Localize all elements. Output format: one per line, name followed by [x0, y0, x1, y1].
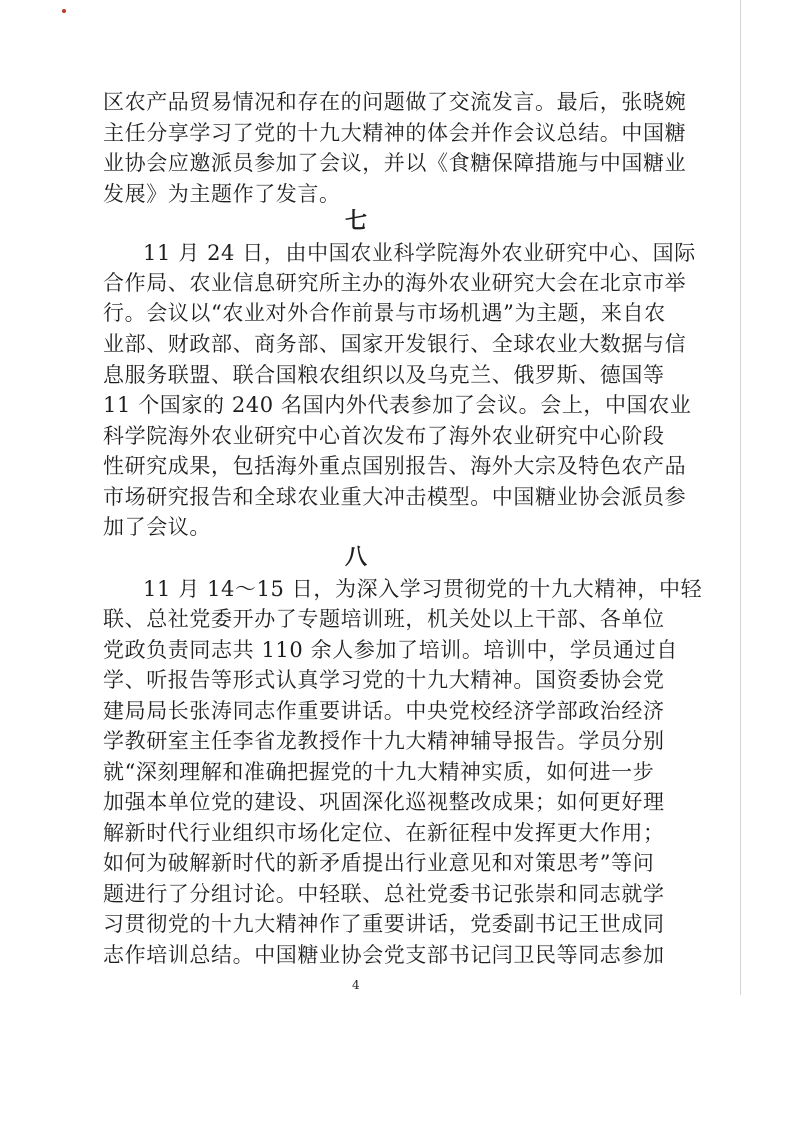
paragraph-1-line-1: 区农产品贸易情况和存在的问题做了交流发言。最后，张晓婉: [103, 90, 687, 114]
section-heading-8: 八: [345, 544, 368, 570]
paragraph-3-line-2: 联、总社党委开办了专题培训班，机关处以上干部、各单位: [103, 607, 665, 631]
paragraph-3-line-8: 加强本单位党的建设、巩固深化巡视整改成果；如何更好理: [103, 790, 665, 814]
paragraph-3-line-4: 学、听报告等形式认真学习党的十九大精神。国资委协会党: [103, 668, 665, 692]
paragraph-3-line-9: 解新时代行业组织市场化定位、在新征程中发挥更大作用；: [103, 821, 665, 845]
paragraph-2-line-2: 合作局、农业信息研究所主办的海外农业研究大会在北京市举: [103, 271, 687, 295]
paragraph-3-line-3: 党政负责同志共 110 余人参加了培训。培训中，学员通过自: [103, 638, 678, 662]
page-number: 4: [352, 978, 360, 992]
paragraph-3-line-13: 志作培训总结。中国糖业协会党支部书记闫卫民等同志参加: [103, 943, 665, 967]
paragraph-2-line-7: 科学院海外农业研究中心首次发布了海外农业研究中心阶段: [103, 424, 665, 448]
paragraph-3-line-5: 建局局长张涛同志作重要讲话。中央党校经济学部政治经济: [103, 699, 665, 723]
paragraph-2-line-5: 息服务联盟、联合国粮农组织以及乌克兰、俄罗斯、德国等: [103, 363, 665, 387]
paragraph-3-line-6: 学教研室主任李省龙教授作十九大精神辅导报告。学员分别: [103, 729, 665, 753]
section-heading-7: 七: [345, 208, 368, 234]
paragraph-1-line-2: 主任分享学习了党的十九大精神的体会并作会议总结。中国糖: [103, 121, 687, 145]
page-edge-divider: [740, 0, 741, 995]
paragraph-3-line-10: 如何为破解新时代的新矛盾提出行业意见和对策思考”等问: [103, 851, 655, 875]
paragraph-3-line-12: 习贯彻党的十九大精神作了重要讲话，党委副书记王世成同: [103, 912, 665, 936]
paragraph-2-line-1: 11 月 24 日，由中国农业科学院海外农业研究中心、国际: [143, 241, 696, 265]
paragraph-2-line-3: 行。会议以“农业对外合作前景与市场机遇”为主题，来自农: [103, 301, 666, 325]
paragraph-3-line-7: 就“深刻理解和准确把握党的十九大精神实质，如何进一步: [103, 760, 655, 784]
paragraph-2-line-6: 11 个国家的 240 名国内外代表参加了会议。会上，中国农业: [103, 393, 692, 417]
paragraph-3-line-11: 题进行了分组讨论。中轻联、总社党委书记张崇和同志就学: [103, 882, 665, 906]
ink-mark: [62, 9, 66, 13]
paragraph-3-line-1: 11 月 14～15 日，为深入学习贯彻党的十九大精神，中轻: [143, 577, 703, 601]
paragraph-1-line-4: 发展》为主题作了发言。: [103, 182, 341, 206]
paragraph-1-line-3: 业协会应邀派员参加了会议，并以《食糖保障措施与中国糖业: [103, 151, 687, 175]
paragraph-2-line-4: 业部、财政部、商务部、国家开发银行、全球农业大数据与信: [103, 332, 687, 356]
paragraph-2-line-10: 加了会议。: [103, 515, 211, 539]
paragraph-2-line-9: 市场研究报告和全球农业重大冲击模型。中国糖业协会派员参: [103, 485, 687, 509]
paragraph-2-line-8: 性研究成果，包括海外重点国别报告、海外大宗及特色农产品: [103, 454, 687, 478]
